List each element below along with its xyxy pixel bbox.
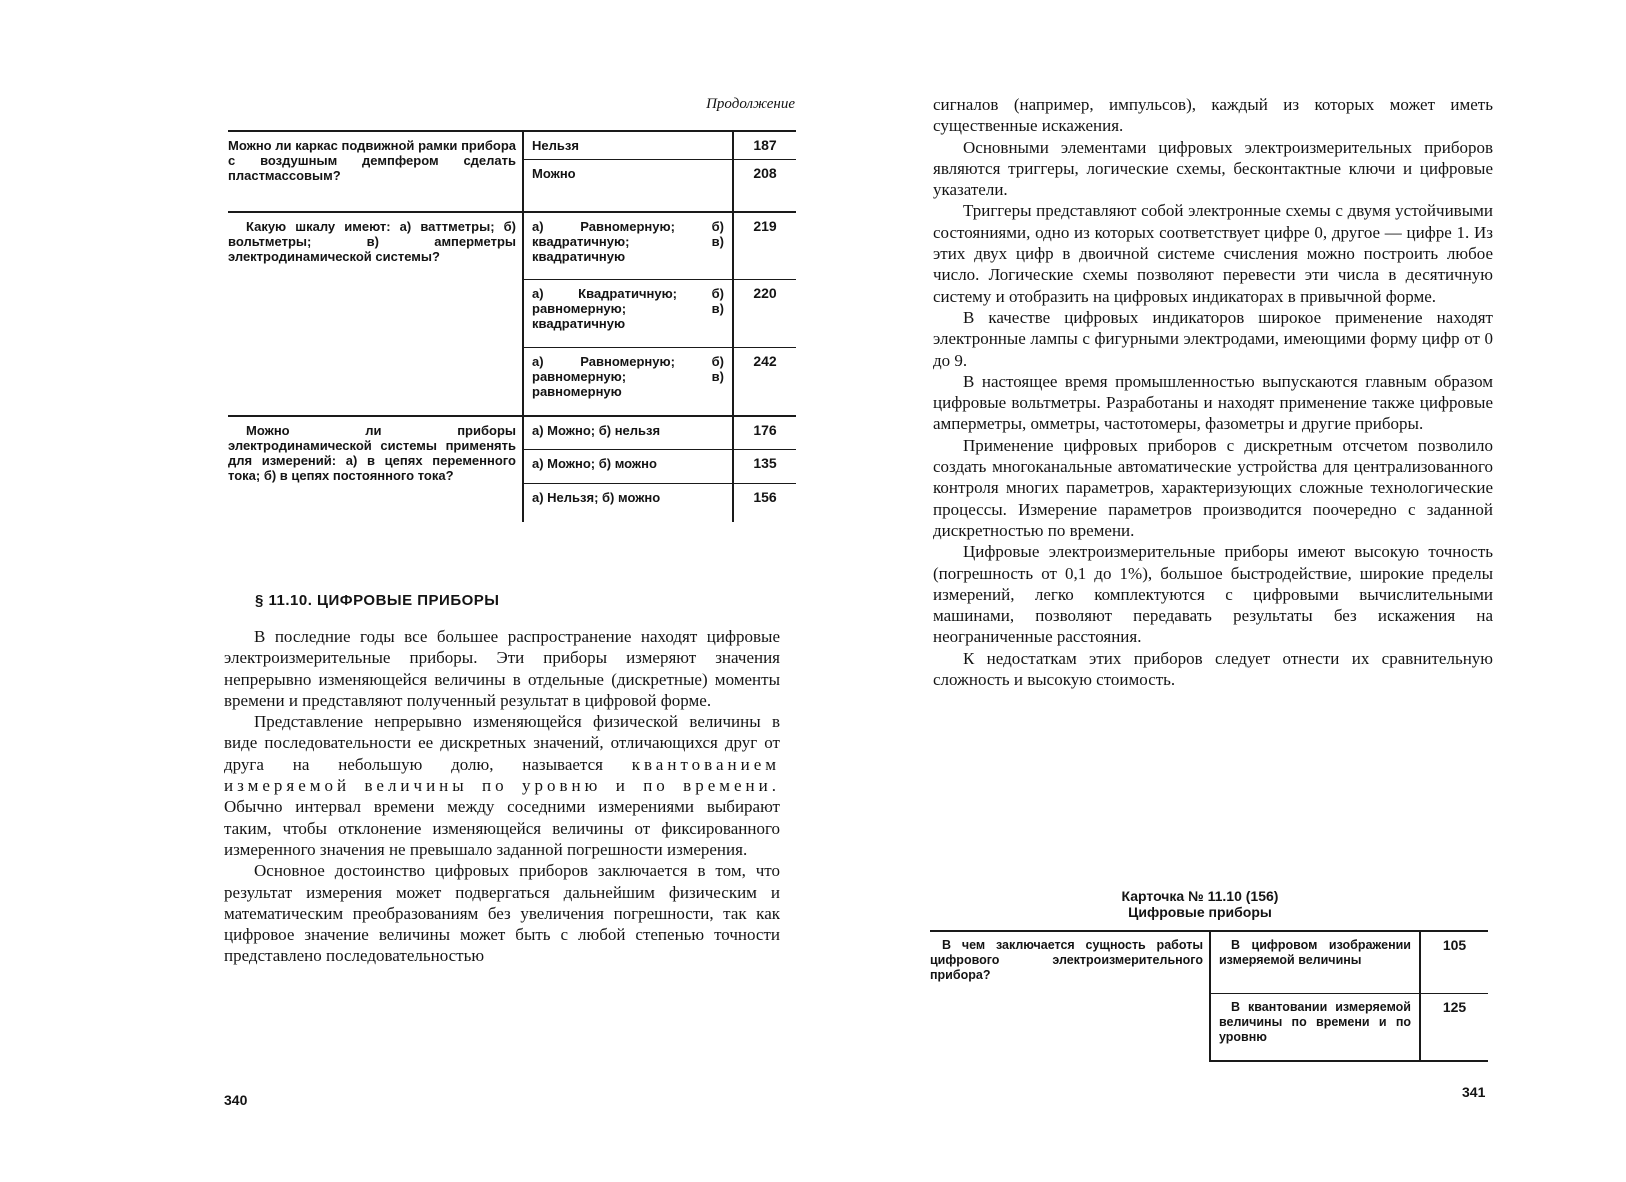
card-number: 187 (733, 131, 796, 160)
answer-cell: В квантовании измеряемой величины по времени и по уровню (1210, 993, 1420, 1061)
card-number: 105 (1420, 931, 1488, 993)
card-number: 208 (733, 160, 796, 212)
page-number: 341 (1462, 1084, 1486, 1100)
paragraph: сигналов (например, импульсов), каждый из которых может иметь существенные искажения. (933, 95, 1493, 136)
page-number: 340 (224, 1092, 248, 1108)
answer-cell: Нельзя (523, 131, 733, 160)
paragraph: Триггеры представляют собой электронные схемы с двумя устойчивыми состояниями, одно из которых соответствует цифре 0, другое — цифре 1. Из этих двух цифр в двоичной системе счисления можно построить любое число. Логические схемы позволяют перевести эти числа в десятичную систему и отобразить на цифровых индикаторах в привычной форме. (933, 201, 1493, 306)
paragraph: В последние годы все большее распространение находят цифровые электроизмерительные приборы. Эти приборы измеряют значения непрерывно изменяющейся величины в отдельные (дискретные) моменты времени и представляют полученный результат в цифровой форме. (224, 627, 780, 710)
card-title (1030, 888, 1370, 920)
answer-cell: а) Квадратичную; б) равномерную; в) квадратичную (523, 280, 733, 348)
paragraph-text: Обычно интервал времени между соседними измерениями выбирают таким, чтобы отклонение изменяющейся величины от фиксированного измеренного значения не превышало заданной погрешности измерения. (224, 797, 780, 859)
card-number: 220 (733, 280, 796, 348)
answer-cell: а) Можно; б) нельзя (523, 416, 733, 450)
card-number: 219 (733, 212, 796, 280)
question-cell: Какую шкалу имеют: а) ваттметры; б) вольтметры; в) амперметры электродинамической системы? (228, 212, 523, 416)
answer-cell: а) Равномерную; б) квадратичную; в) квадратичную (523, 212, 733, 280)
answer-cell: а) Можно; б) можно (523, 450, 733, 484)
card-table-continued (228, 130, 796, 522)
question-cell: Можно ли каркас подвижной рамки прибора с воздушным демпфером сделать пластмассовым? (228, 131, 523, 212)
answer-cell: а) Нельзя; б) можно (523, 484, 733, 522)
emphasized-term: квантованием измеряемой величины по уровню и по времени. (224, 754, 780, 796)
answer-cell: В цифровом изображении измеряемой величины (1210, 931, 1420, 993)
card-number: 176 (733, 416, 796, 450)
paragraph-text: Представление непрерывно изменяющейся физической величины в виде последовательности ее дискретных значений, отличающихся друг от друга на небольшую долю, называется (224, 712, 780, 774)
paragraph: Применение цифровых приборов с дискретным отсчетом позволило создать многоканальные автоматические устройства для централизованного контроля многих параметров, характеризующих сложные технологические процессы. Измерение параметров производится поочередно с заданной дискретностью по времени. (933, 435, 1493, 540)
card-subtitle: Цифровые приборы (1128, 904, 1272, 920)
left-body-text (224, 626, 780, 967)
answer-cell: Можно (523, 160, 733, 212)
table-row (228, 416, 796, 450)
paragraph (224, 711, 780, 860)
paragraph: Цифровые электроизмерительные приборы имеют высокую точность (погрешность от 0,1 до 1%), большое быстродействие, широкие пределы измерений, легко комплектуются с цифровыми вычислительными машинами, позволяют передавать результаты без искажения на неограниченные расстояния. (933, 542, 1493, 647)
card-number: 156 (733, 484, 796, 522)
question-cell: В чем заключается сущность работы цифрового электроизмерительного прибора? (930, 931, 1210, 1061)
card-table (930, 930, 1488, 1062)
question-cell: Можно ли приборы электродинамической системы применять для измерений: а) в цепях переменного тока; б) в цепях постоянного тока? (228, 416, 523, 522)
section-heading: § 11.10. ЦИФРОВЫЕ ПРИБОРЫ (255, 592, 500, 609)
continuation-label: Продолжение (706, 96, 795, 112)
paragraph: В настоящее время промышленностью выпускаются главным образом цифровые вольтметры. Разработаны и находят применение также цифровые амперметры, омметры, частотомеры, фазометры и другие приборы. (933, 371, 1493, 434)
card-number: 242 (733, 348, 796, 416)
paragraph: Основное достоинство цифровых приборов заключается в том, что результат измерения может подвергаться дальнейшим физическим и математическим преобразованиям без увеличения погрешности, так как цифровое значение величины может быть с любой степенью точности представлено последовательностью (224, 861, 780, 966)
paragraph: В качестве цифровых индикаторов широкое применение находят электронные лампы с фигурными электродами, имеющими форму цифр от 0 до 9. (933, 307, 1493, 370)
paragraph: Основными элементами цифровых электроизмерительных приборов являются триггеры, логические схемы, бесконтактные ключи и цифровые указатели. (933, 137, 1493, 200)
paragraph: К недостаткам этих приборов следует отнести их сравнительную сложность и высокую стоимость. (933, 648, 1493, 690)
right-body-text (933, 94, 1493, 690)
card-number-title: Карточка № 11.10 (156) (1121, 888, 1279, 904)
table-row (228, 212, 796, 280)
answer-cell: а) Равномерную; б) равномерную; в) равномерную (523, 348, 733, 416)
card-number: 125 (1420, 993, 1488, 1061)
card-number: 135 (733, 450, 796, 484)
table-row (930, 931, 1488, 993)
table-row (228, 131, 796, 160)
